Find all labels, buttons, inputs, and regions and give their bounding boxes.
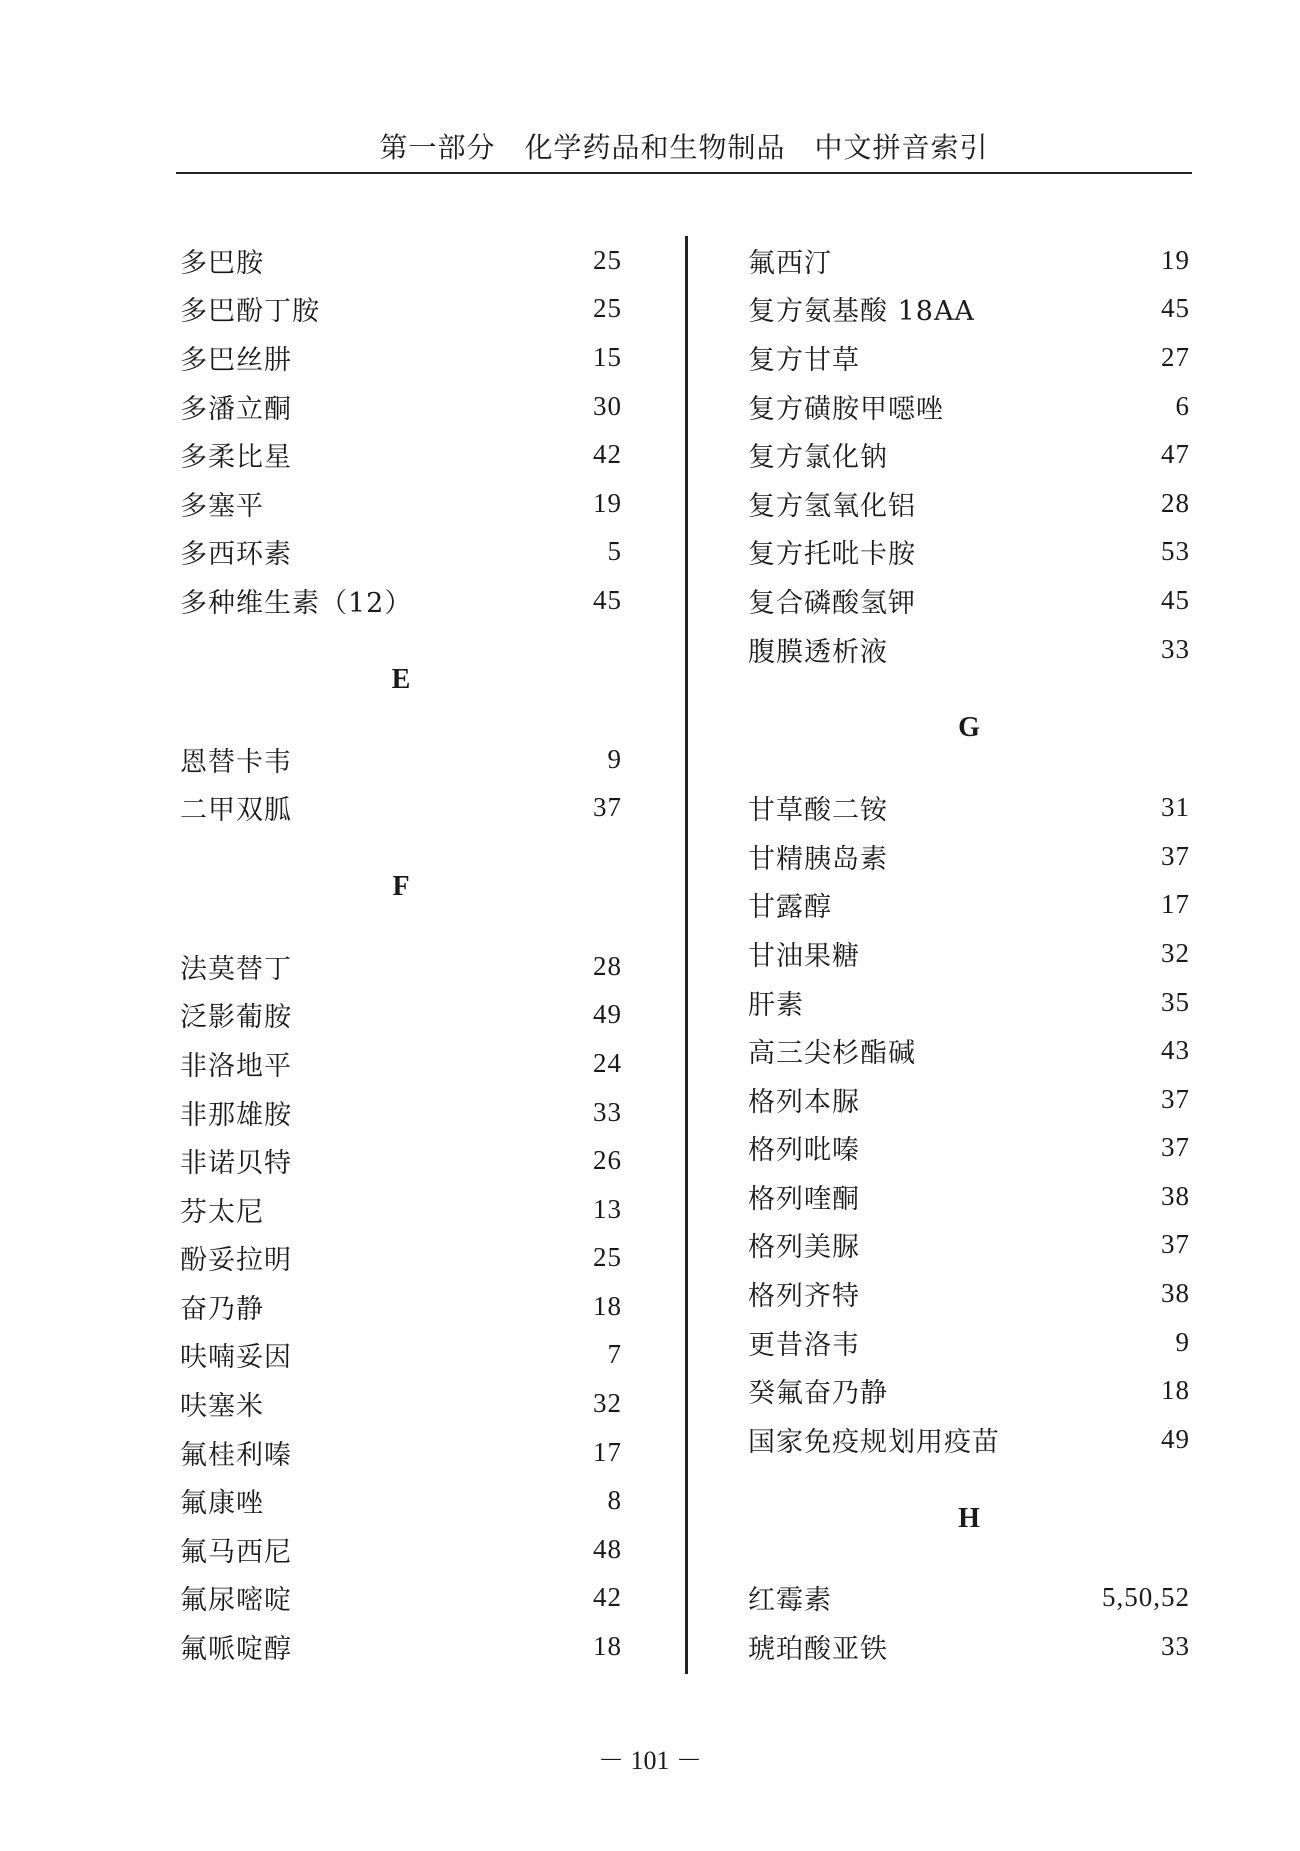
- index-entry: [180, 1622, 622, 1671]
- entry-drug-name: 多巴胺: [180, 247, 264, 279]
- entry-drug-name: 格列吡嗪: [748, 1135, 860, 1167]
- index-entry: [748, 430, 1190, 479]
- entry-page-number: 47: [1161, 439, 1190, 470]
- entry-drug-name: 高三尖杉酯碱: [748, 1038, 916, 1070]
- index-group-e: [180, 735, 622, 832]
- index-entry: [180, 1379, 622, 1428]
- page-header-title: 第一部分 化学药品和生物制品 中文拼音索引: [379, 131, 989, 164]
- index-entry: [180, 783, 622, 832]
- index-entry: [748, 479, 1190, 528]
- entry-drug-name: 甘精胰岛素: [748, 843, 888, 875]
- index-entry: [180, 1476, 622, 1525]
- index-entry: [748, 832, 1190, 881]
- entry-drug-name: 复方磺胺甲噁唑: [748, 393, 944, 425]
- entry-drug-name: 芬太尼: [180, 1196, 264, 1228]
- entry-drug-name: 腹膜透析液: [748, 636, 888, 668]
- entry-drug-name: 复方氯化钠: [748, 442, 888, 474]
- entry-page-number: 25: [593, 244, 622, 275]
- entry-page-number: 7: [607, 1339, 622, 1370]
- index-entry: [748, 783, 1190, 832]
- entry-page-number: 5: [607, 536, 622, 567]
- entry-drug-name: 琥珀酸亚铁: [748, 1634, 888, 1666]
- index-group-g: [748, 783, 1190, 1463]
- entry-drug-name: 非那雄胺: [180, 1099, 292, 1131]
- index-entry: [180, 333, 622, 382]
- entry-drug-name: 呋塞米: [180, 1391, 264, 1423]
- index-entry: [180, 479, 622, 528]
- index-entry: [180, 1331, 622, 1380]
- index-entry: [180, 1428, 622, 1477]
- entry-drug-name: 格列喹酮: [748, 1183, 860, 1215]
- index-entry: [180, 576, 622, 625]
- entry-page-number: 32: [1161, 937, 1190, 968]
- index-entry: [180, 236, 622, 285]
- index-entry: [180, 430, 622, 479]
- index-entry: [180, 1574, 622, 1623]
- entry-page-number: 8: [607, 1485, 622, 1516]
- index-entry: [748, 1415, 1190, 1464]
- entry-drug-name: 多种维生素（12）: [180, 587, 413, 619]
- entry-page-number: 35: [1161, 986, 1190, 1017]
- entry-page-number: 43: [1161, 1035, 1190, 1066]
- entry-drug-name: 甘草酸二铵: [748, 795, 888, 827]
- entry-page-number: 45: [1161, 584, 1190, 615]
- entry-drug-name: 复方氨基酸 18AA: [748, 296, 975, 328]
- entry-page-number: 17: [593, 1436, 622, 1467]
- entry-drug-name: 复合磷酸氢钾: [748, 587, 916, 619]
- entry-drug-name: 国家免疫规划用疫苗: [748, 1426, 1000, 1458]
- entry-page-number: 32: [593, 1388, 622, 1419]
- index-entry: [180, 1185, 622, 1234]
- entry-page-number: 37: [1161, 1132, 1190, 1163]
- header-rule: [176, 172, 1192, 174]
- column-divider: [685, 236, 688, 1674]
- entry-drug-name: 格列齐特: [748, 1281, 860, 1313]
- entry-page-number: 53: [1161, 536, 1190, 567]
- entry-page-number: 45: [1161, 293, 1190, 324]
- section-letter-e: E: [391, 663, 411, 695]
- index-group-f: [180, 942, 622, 1671]
- entry-page-number: 49: [593, 999, 622, 1030]
- entry-drug-name: 泛影葡胺: [180, 1002, 292, 1034]
- entry-drug-name: 二甲双胍: [180, 795, 292, 827]
- index-entry: [748, 1221, 1190, 1270]
- index-entry: [748, 333, 1190, 382]
- entry-drug-name: 非诺贝特: [180, 1148, 292, 1180]
- index-entry: [180, 1039, 622, 1088]
- index-entry: [180, 1234, 622, 1283]
- index-entry: [748, 528, 1190, 577]
- entry-drug-name: 肝素: [748, 989, 804, 1021]
- entry-page-number: 13: [593, 1193, 622, 1224]
- entry-page-number: 19: [1161, 244, 1190, 275]
- entry-page-number: 48: [593, 1533, 622, 1564]
- entry-page-number: 18: [593, 1631, 622, 1662]
- entry-drug-name: 氟哌啶醇: [180, 1634, 292, 1666]
- entry-page-number: 42: [593, 439, 622, 470]
- index-entry: [748, 929, 1190, 978]
- index-entry: [180, 528, 622, 577]
- index-entry: [180, 991, 622, 1040]
- index-entry: [748, 1172, 1190, 1221]
- index-group-h: [748, 1574, 1190, 1671]
- index-entry: [748, 576, 1190, 625]
- entry-drug-name: 多西环素: [180, 539, 292, 571]
- entry-page-number: 38: [1161, 1278, 1190, 1309]
- entry-page-number: 37: [1161, 1083, 1190, 1114]
- index-entry: [748, 1269, 1190, 1318]
- index-entry: [748, 978, 1190, 1027]
- entry-drug-name: 更昔洛韦: [748, 1329, 860, 1361]
- index-entry: [180, 382, 622, 431]
- index-entry: [180, 735, 622, 784]
- section-letter-h: H: [958, 1502, 980, 1534]
- entry-page-number: 33: [593, 1096, 622, 1127]
- index-entry: [748, 1026, 1190, 1075]
- entry-drug-name: 癸氟奋乃静: [748, 1378, 888, 1410]
- entry-page-number: 45: [593, 584, 622, 615]
- index-column-right: [748, 236, 1190, 1671]
- entry-page-number: 33: [1161, 633, 1190, 664]
- entry-page-number: 18: [1161, 1375, 1190, 1406]
- index-entry: [748, 382, 1190, 431]
- entry-drug-name: 氟西汀: [748, 247, 832, 279]
- entry-drug-name: 法莫替丁: [180, 953, 292, 985]
- entry-drug-name: 甘露醇: [748, 892, 832, 924]
- index-entry: [748, 881, 1190, 930]
- entry-page-number: 37: [593, 792, 622, 823]
- section-letter-f: F: [392, 870, 410, 902]
- entry-drug-name: 氟马西尼: [180, 1536, 292, 1568]
- index-entry: [748, 625, 1190, 674]
- entry-page-number: 38: [1161, 1180, 1190, 1211]
- entry-page-number: 25: [593, 1242, 622, 1273]
- entry-drug-name: 红霉素: [748, 1585, 832, 1617]
- entry-drug-name: 氟康唑: [180, 1488, 264, 1520]
- entry-page-number: 27: [1161, 341, 1190, 372]
- entry-page-number: 37: [1161, 1229, 1190, 1260]
- section-letter-g: G: [958, 712, 980, 744]
- entry-page-number: 28: [1161, 487, 1190, 518]
- entry-drug-name: 氟桂利嗪: [180, 1439, 292, 1471]
- entry-drug-name: 多巴丝肼: [180, 344, 292, 376]
- index-entry: [748, 1075, 1190, 1124]
- entry-drug-name: 呋喃妥因: [180, 1342, 292, 1374]
- entry-page-number: 30: [593, 390, 622, 421]
- entry-page-number: 5,50,52: [1102, 1582, 1190, 1613]
- entry-page-number: 42: [593, 1582, 622, 1613]
- index-entry: [748, 1622, 1190, 1671]
- index-entry: [180, 942, 622, 991]
- entry-drug-name: 奋乃静: [180, 1293, 264, 1325]
- entry-page-number: 33: [1161, 1631, 1190, 1662]
- page-number: － 101 －: [597, 1746, 702, 1775]
- index-entry: [748, 1124, 1190, 1173]
- entry-page-number: 28: [593, 950, 622, 981]
- entry-drug-name: 格列本脲: [748, 1086, 860, 1118]
- entry-page-number: 6: [1175, 390, 1190, 421]
- index-entry: [180, 285, 622, 334]
- entry-drug-name: 多潘立酮: [180, 393, 292, 425]
- index-entry: [748, 236, 1190, 285]
- entry-page-number: 31: [1161, 792, 1190, 823]
- index-entry: [748, 1318, 1190, 1367]
- entry-drug-name: 甘油果糖: [748, 940, 860, 972]
- entry-page-number: 15: [593, 341, 622, 372]
- entry-page-number: 24: [593, 1047, 622, 1078]
- entry-page-number: 9: [607, 743, 622, 774]
- entry-page-number: 17: [1161, 889, 1190, 920]
- index-entry: [180, 1136, 622, 1185]
- entry-drug-name: 多柔比星: [180, 442, 292, 474]
- entry-page-number: 18: [593, 1290, 622, 1321]
- index-entry: [180, 1282, 622, 1331]
- index-entry: [748, 1366, 1190, 1415]
- entry-page-number: 26: [593, 1145, 622, 1176]
- entry-drug-name: 多塞平: [180, 490, 264, 522]
- entry-page-number: 37: [1161, 840, 1190, 871]
- entry-page-number: 49: [1161, 1423, 1190, 1454]
- entry-drug-name: 非洛地平: [180, 1050, 292, 1082]
- entry-drug-name: 氟尿嘧啶: [180, 1585, 292, 1617]
- index-column-left: [180, 236, 622, 1671]
- entry-drug-name: 复方甘草: [748, 344, 860, 376]
- index-entry: [180, 1525, 622, 1574]
- index-group-f-continued: [748, 236, 1190, 673]
- entry-page-number: 9: [1175, 1326, 1190, 1357]
- entry-drug-name: 多巴酚丁胺: [180, 296, 320, 328]
- entry-page-number: 19: [593, 487, 622, 518]
- entry-drug-name: 酚妥拉明: [180, 1245, 292, 1277]
- index-group-d: [180, 236, 622, 625]
- index-entry: [748, 285, 1190, 334]
- entry-drug-name: 复方氢氧化铝: [748, 490, 916, 522]
- entry-drug-name: 复方托吡卡胺: [748, 539, 916, 571]
- entry-drug-name: 恩替卡韦: [180, 746, 292, 778]
- index-entry: [748, 1574, 1190, 1623]
- entry-page-number: 25: [593, 293, 622, 324]
- entry-drug-name: 格列美脲: [748, 1232, 860, 1264]
- index-entry: [180, 1088, 622, 1137]
